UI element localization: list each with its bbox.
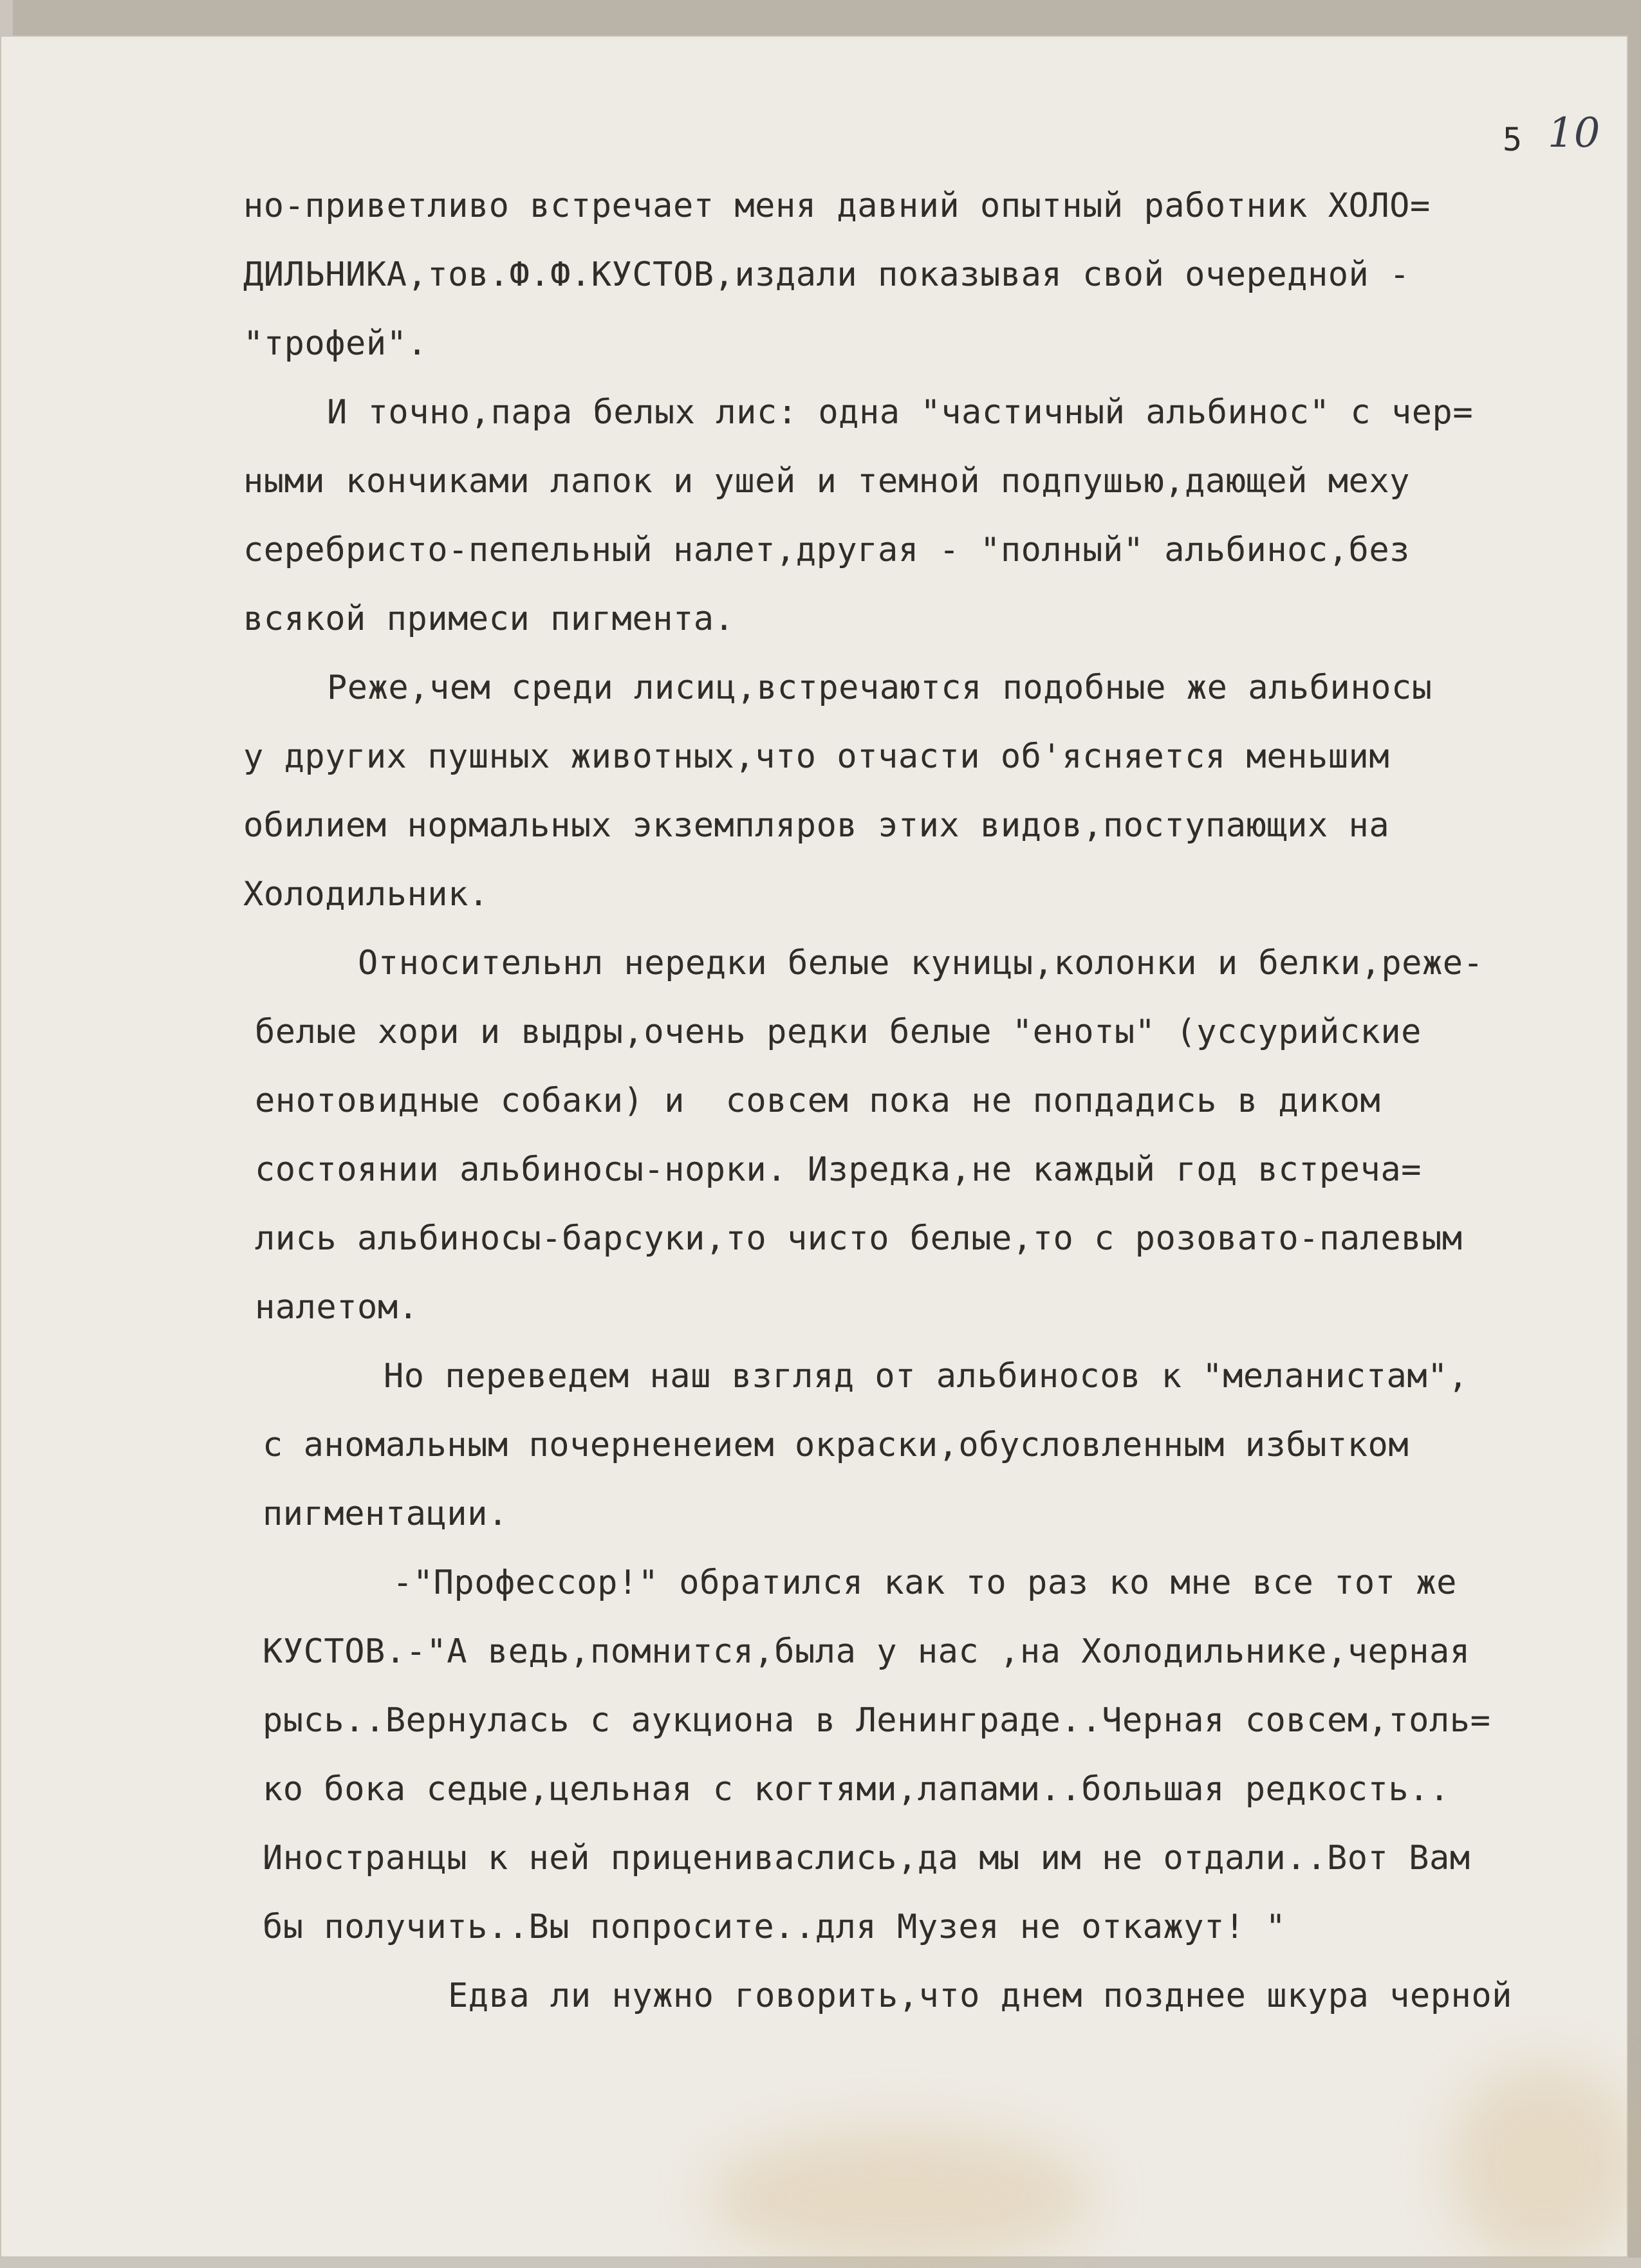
text-line: Но переведем наш взгляд от альбиносов к "меланистам",: [384, 1357, 1469, 1396]
text-line: рысь..Вернулась с аукциона в Ленинграде..Черная совсем,толь=: [263, 1701, 1491, 1740]
text-line: лись альбиносы-барсуки,то чисто белые,то с розовато-палевым: [255, 1219, 1463, 1258]
handwritten-page-number: 10: [1548, 109, 1600, 157]
text-line: Реже,чем среди лисиц,встречаются подобные же альбиносы: [327, 668, 1432, 707]
text-line: серебристо-пепельный налет,другая - "полный" альбинос,без: [243, 531, 1410, 569]
text-line: Иностранцы к ней прицениваслись,да мы им не отдали..Вот Вам: [263, 1839, 1470, 1877]
text-line: ко бока седые,цельная с когтями,лапами..большая редкость..: [263, 1770, 1450, 1809]
text-line: Относительнл нередки белые куницы,колонки и белки,реже-: [358, 944, 1484, 982]
text-line: пигментации.: [263, 1495, 508, 1533]
text-line: ДИЛЬНИКА,тов.Ф.Ф.КУСТОВ,издали показывая свой очередной -: [243, 255, 1410, 294]
page-number: 5: [1503, 121, 1523, 158]
text-line: с аномальным почерненеием окраски,обусловленным избытком: [263, 1426, 1409, 1464]
text-line: Холодильник.: [243, 875, 489, 914]
text-line: "трофей".: [243, 324, 428, 363]
text-line: белые хори и выдры,очень редки белые "еноты" (уссурийские: [255, 1013, 1422, 1051]
text-line: обилием нормальных экземпляров этих видов,поступающих на: [243, 806, 1390, 845]
text-line: Едва ли нужно говорить,что днем позднее шкура черной: [448, 1977, 1512, 2015]
paper-stain: [708, 2126, 1094, 2268]
text-line: енотовидные собаки) и совсем пока не попдадись в диком: [255, 1082, 1381, 1120]
text-line: И точно,пара белых лис: одна "частичный альбинос" с чер=: [327, 393, 1474, 432]
text-line: но-приветливо встречает меня давний опытный работник ХОЛО=: [243, 187, 1431, 225]
paper-stain: [1448, 2062, 1641, 2268]
text-line: всякой примеси пигмента.: [243, 600, 735, 638]
text-line: -"Профессор!" обратился как то раз ко мне все тот же: [393, 1563, 1457, 1602]
text-line: ными кончиками лапок и ушей и темной подпушью,дающей меху: [243, 462, 1410, 501]
text-line: бы получить..Вы попросите..для Музея не откажут! ": [263, 1908, 1286, 1946]
text-line: у других пушных животных,что отчасти об'ясняется меньшим: [243, 737, 1390, 776]
text-line: КУСТОВ.-"А ведь,помнится,была у нас ,на Холодильнике,черная: [263, 1632, 1470, 1671]
text-line: состоянии альбиносы-норки. Изредка,не каждый год встреча=: [255, 1150, 1422, 1189]
text-line: налетом.: [255, 1288, 419, 1327]
